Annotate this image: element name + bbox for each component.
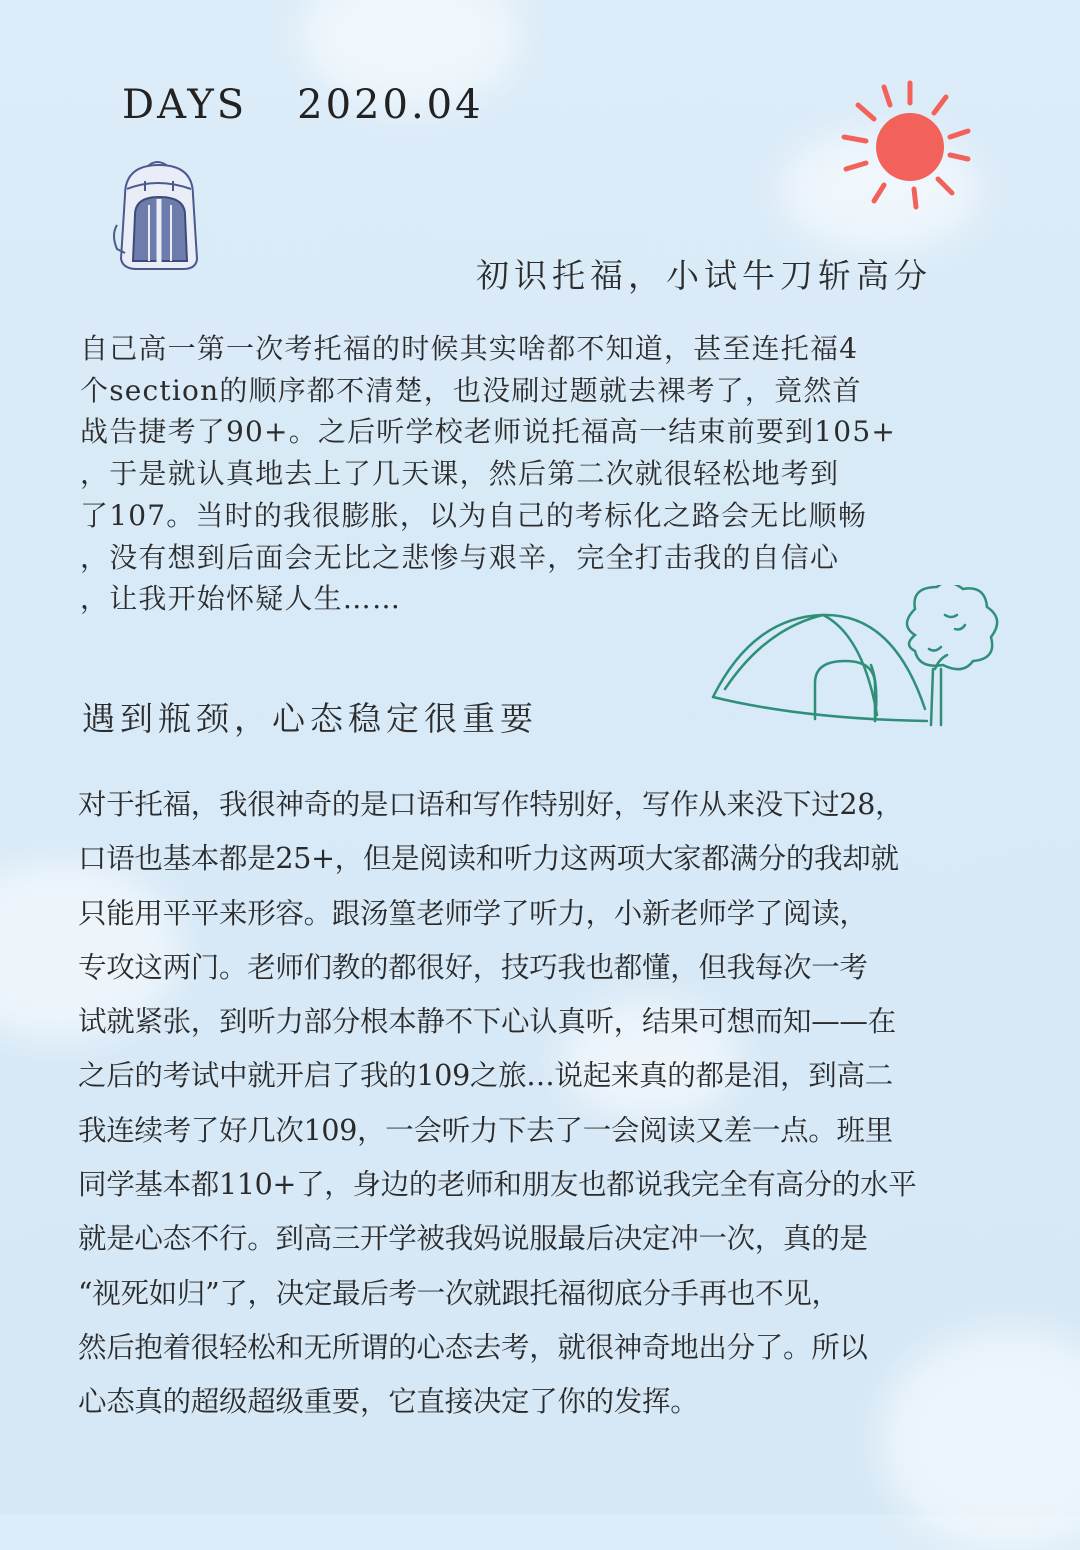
paragraph-line: 然后抱着很轻松和无所谓的心态去考，就很神奇地出分了。所以: [78, 1330, 868, 1364]
paragraph-line: 了107。当时的我很膨胀，以为自己的考标化之路会无比顺畅: [80, 498, 868, 532]
section1-paragraph: [80, 328, 1005, 620]
paragraph-line: 个section的顺序都不清楚，也没刷过题就去裸考了，竟然首: [80, 373, 862, 407]
section1-title: 初识托福，小试牛刀斩高分: [476, 256, 932, 295]
page-header: [122, 82, 484, 128]
paragraph-line: ，让我开始怀疑人生……: [80, 582, 402, 616]
paragraph-line: “视死如归”了，决定最后考一次就跟托福彻底分手再也不见，: [78, 1276, 840, 1310]
tent-icon: [705, 585, 1005, 735]
paragraph-line: 我连续考了好几次109，一会听力下去了一会阅读又差一点。班里: [78, 1113, 893, 1147]
paragraph-line: 对于托福，我很神奇的是口语和写作特别好，写作从来没下过28，: [78, 788, 904, 821]
paragraph-line: 试就紧张，到听力部分根本静不下心认真听，结果可想而知——在: [78, 1005, 896, 1039]
paragraph-line: 自己高一第一次考托福的时候其实啥都不知道，甚至连托福4: [80, 332, 859, 365]
paragraph-line: 同学基本都110+了，身边的老师和朋友也都说我完全有高分的水平: [78, 1168, 917, 1202]
days-label: DAYS: [122, 82, 248, 128]
paragraph-line: 就是心态不行。到高三开学被我妈说服最后决定冲一次，真的是: [78, 1222, 868, 1256]
date-label: 2020.04: [297, 82, 484, 128]
paragraph-line: 心态真的超级超级重要，它直接决定了你的发挥。: [78, 1385, 699, 1419]
paragraph-line: 之后的考试中就开启了我的109之旅…说起来真的都是泪，到高二: [78, 1059, 893, 1093]
paragraph-line: ，于是就认真地去上了几天课，然后第二次就很轻松地考到: [80, 457, 840, 491]
section2-paragraph: [78, 778, 1003, 1430]
paragraph-line: 口语也基本都是25+，但是阅读和听力这两项大家都满分的我却就: [78, 842, 899, 876]
paragraph-line: 只能用平平来形容。跟汤篁老师学了听力，小新老师学了阅读，: [78, 896, 868, 930]
paragraph-line: 战告捷考了90+。之后听学校老师说托福高一结束前要到105+: [80, 415, 896, 449]
section2-title: 遇到瓶颈，心态稳定很重要: [82, 699, 538, 738]
sun-icon: [838, 75, 978, 215]
backpack-icon: [105, 155, 210, 275]
paragraph-line: 专攻这两门。老师们教的都很好，技巧我也都懂，但我每次一考: [78, 950, 868, 984]
paragraph-line: ，没有想到后面会无比之悲惨与艰辛，完全打击我的自信心: [80, 540, 840, 574]
